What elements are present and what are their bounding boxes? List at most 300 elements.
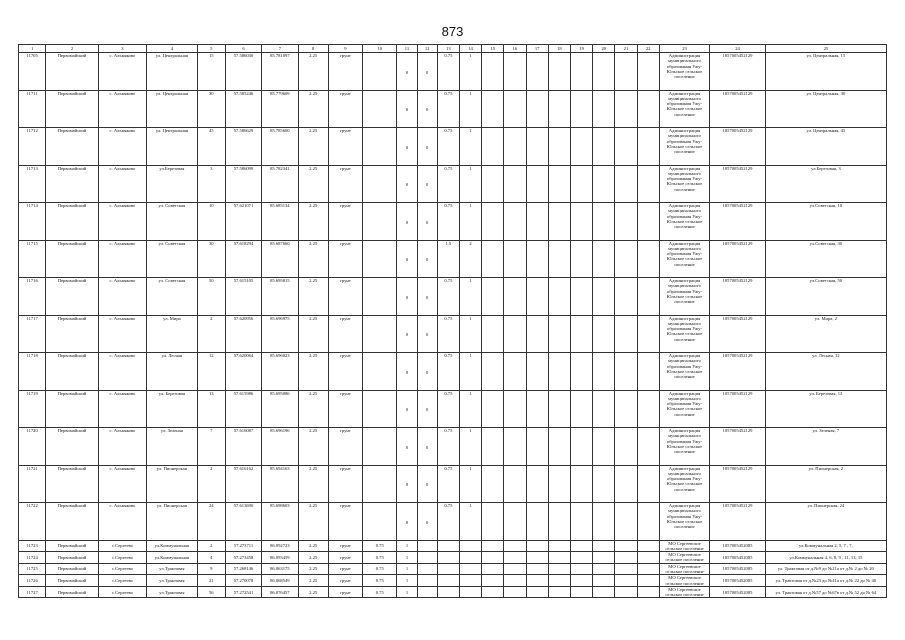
address-cell: ул. Мира, 2 bbox=[765, 315, 886, 353]
column-header: 5 bbox=[197, 45, 225, 53]
address-cell: ул.Советская, 10 bbox=[765, 203, 886, 241]
owner-cell: Администрация муниципального образования Ужу-Юльское сельское поселение bbox=[659, 128, 709, 166]
district-cell: Первомайский bbox=[46, 240, 98, 278]
longitude-cell: 85.695815 bbox=[262, 278, 298, 316]
inn-cell: 1057005452129 bbox=[710, 315, 766, 353]
district-cell: Первомайский bbox=[46, 575, 98, 587]
empty-cell bbox=[570, 390, 592, 428]
column-header: 14 bbox=[459, 45, 481, 53]
row-id-cell: 11715 bbox=[19, 240, 46, 278]
table-row bbox=[19, 278, 887, 316]
value-cell: 0 bbox=[397, 53, 417, 91]
empty-cell bbox=[363, 465, 397, 503]
table-row bbox=[19, 465, 887, 503]
inn-cell: 1057005452129 bbox=[710, 503, 766, 541]
value-cell: 0.75 bbox=[437, 278, 459, 316]
surface-cell: грунт bbox=[328, 203, 362, 241]
latitude-cell: 57.616162 bbox=[225, 465, 261, 503]
street-cell: ул. Центральная bbox=[147, 53, 197, 91]
owner-cell: МО Сергеевское сельское поселение bbox=[659, 540, 709, 552]
empty-cell bbox=[593, 563, 615, 575]
empty-cell bbox=[593, 586, 615, 598]
empty-cell bbox=[548, 240, 570, 278]
house-cell: 30 bbox=[197, 90, 225, 128]
owner-cell: Администрация муниципального образования Ужу-Юльское сельское поселение bbox=[659, 315, 709, 353]
longitude-cell: 85.781097 bbox=[262, 53, 298, 91]
owner-cell: Администрация муниципального образования Ужу-Юльское сельское поселение bbox=[659, 90, 709, 128]
empty-cell bbox=[437, 575, 459, 587]
column-header: 25 bbox=[765, 45, 886, 53]
row-id-cell: 11724 bbox=[19, 552, 46, 564]
value-cell: 0 bbox=[397, 465, 417, 503]
table-row bbox=[19, 428, 887, 466]
empty-cell bbox=[526, 586, 548, 598]
street-cell: ул. Центральная bbox=[147, 128, 197, 166]
row-id-cell: 11712 bbox=[19, 128, 46, 166]
empty-cell bbox=[504, 552, 526, 564]
inn-cell: 1057005452129 bbox=[710, 428, 766, 466]
empty-cell bbox=[637, 575, 659, 587]
area-cell: 2.25 bbox=[298, 575, 328, 587]
empty-cell bbox=[504, 390, 526, 428]
address-cell: ул. Лесная, 12 bbox=[765, 353, 886, 391]
longitude-cell: 85.683134 bbox=[262, 203, 298, 241]
address-cell: ул. Пионерская, 24 bbox=[765, 503, 886, 541]
empty-cell bbox=[548, 128, 570, 166]
latitude-cell: 57.586030 bbox=[225, 53, 261, 91]
empty-cell bbox=[504, 586, 526, 598]
empty-cell bbox=[437, 552, 459, 564]
surface-cell: грунт bbox=[328, 575, 362, 587]
street-cell: ул.Коммунальная bbox=[147, 552, 197, 564]
address-cell: ул. Центральная, 45 bbox=[765, 128, 886, 166]
house-cell: 30 bbox=[197, 240, 225, 278]
row-id-cell: 11721 bbox=[19, 465, 46, 503]
owner-cell: МО Сергеевское сельское поселение bbox=[659, 586, 709, 598]
surface-cell: грунт bbox=[328, 552, 362, 564]
address-cell: ул. Трактовая от д.№9 до №21а от д.№ 2 до № 20 bbox=[765, 563, 886, 575]
value-cell: 0 bbox=[417, 53, 437, 91]
village-cell: с.Сергеево bbox=[98, 552, 146, 564]
empty-cell bbox=[570, 240, 592, 278]
registry-table bbox=[18, 44, 887, 598]
value-cell: 0.75 bbox=[437, 203, 459, 241]
value-cell: 0 bbox=[417, 90, 437, 128]
longitude-cell: 86.063175 bbox=[262, 563, 298, 575]
table-row bbox=[19, 552, 887, 564]
area-cell: 2.25 bbox=[298, 503, 328, 541]
empty-cell bbox=[459, 552, 481, 564]
empty-cell bbox=[482, 428, 504, 466]
empty-cell bbox=[548, 575, 570, 587]
owner-cell: Администрация муниципального образования Ужу-Юльское сельское поселение bbox=[659, 465, 709, 503]
street-cell: ул.Коммунальная bbox=[147, 540, 197, 552]
empty-cell bbox=[615, 586, 637, 598]
house-cell: 45 bbox=[197, 128, 225, 166]
latitude-cell: 57.585246 bbox=[225, 90, 261, 128]
surface-cell: грунт bbox=[328, 503, 362, 541]
empty-cell bbox=[504, 563, 526, 575]
empty-cell bbox=[417, 586, 437, 598]
empty-cell bbox=[615, 503, 637, 541]
empty-cell bbox=[637, 240, 659, 278]
empty-cell bbox=[504, 575, 526, 587]
table-row bbox=[19, 315, 887, 353]
row-id-cell: 11725 bbox=[19, 563, 46, 575]
empty-cell bbox=[637, 353, 659, 391]
empty-cell bbox=[615, 90, 637, 128]
empty-cell bbox=[417, 552, 437, 564]
table-row bbox=[19, 128, 887, 166]
house-cell: 12 bbox=[197, 353, 225, 391]
longitude-cell: 86.093459 bbox=[262, 552, 298, 564]
district-cell: Первомайский bbox=[46, 428, 98, 466]
village-cell: с. Альмяково bbox=[98, 240, 146, 278]
column-header: 6 bbox=[225, 45, 261, 53]
value-cell: 1 bbox=[397, 563, 417, 575]
district-cell: Первомайский bbox=[46, 503, 98, 541]
address-cell: ул.Советская, 50 bbox=[765, 278, 886, 316]
empty-cell bbox=[570, 353, 592, 391]
empty-cell bbox=[593, 552, 615, 564]
empty-cell bbox=[363, 278, 397, 316]
empty-cell bbox=[615, 53, 637, 91]
empty-cell bbox=[637, 428, 659, 466]
column-header: 1 bbox=[19, 45, 46, 53]
page-number: 873 bbox=[441, 24, 464, 39]
address-cell: ул. Трактовая от д.№23 до №41а от д.№ 22 до № 40 bbox=[765, 575, 886, 587]
house-cell: 50 bbox=[197, 278, 225, 316]
longitude-cell: 86.092723 bbox=[262, 540, 298, 552]
value-cell: 1 bbox=[459, 465, 481, 503]
empty-cell bbox=[526, 90, 548, 128]
empty-cell bbox=[570, 563, 592, 575]
empty-cell bbox=[593, 278, 615, 316]
value-cell: 0 bbox=[397, 128, 417, 166]
house-cell: 2 bbox=[197, 465, 225, 503]
area-cell: 2.25 bbox=[298, 128, 328, 166]
longitude-cell: 85.696023 bbox=[262, 353, 298, 391]
empty-cell bbox=[482, 203, 504, 241]
empty-cell bbox=[526, 353, 548, 391]
area-cell: 2.25 bbox=[298, 428, 328, 466]
house-cell: 56 bbox=[197, 586, 225, 598]
empty-cell bbox=[548, 278, 570, 316]
empty-cell bbox=[637, 586, 659, 598]
value-cell: 0.75 bbox=[437, 315, 459, 353]
column-header: 17 bbox=[526, 45, 548, 53]
empty-cell bbox=[526, 503, 548, 541]
empty-cell bbox=[363, 203, 397, 241]
empty-cell bbox=[570, 586, 592, 598]
surface-cell: грунт bbox=[328, 128, 362, 166]
area-cell: 2.25 bbox=[298, 552, 328, 564]
inn-cell: 1057005452129 bbox=[710, 90, 766, 128]
empty-cell bbox=[504, 278, 526, 316]
street-cell: ул. Мира bbox=[147, 315, 197, 353]
area-cell: 2.25 bbox=[298, 278, 328, 316]
empty-cell bbox=[615, 465, 637, 503]
empty-cell bbox=[548, 540, 570, 552]
empty-cell bbox=[593, 465, 615, 503]
value-cell: 0.75 bbox=[437, 53, 459, 91]
street-cell: ул. Пионерская bbox=[147, 503, 197, 541]
empty-cell bbox=[482, 503, 504, 541]
table-row bbox=[19, 586, 887, 598]
house-cell: 9 bbox=[197, 563, 225, 575]
empty-cell bbox=[526, 575, 548, 587]
value-cell: 0 bbox=[417, 390, 437, 428]
village-cell: с. Альмяково bbox=[98, 503, 146, 541]
empty-cell bbox=[615, 428, 637, 466]
longitude-cell: 85.782341 bbox=[262, 165, 298, 203]
house-cell: 15 bbox=[197, 53, 225, 91]
value-cell: 0 bbox=[417, 503, 437, 541]
empty-cell bbox=[548, 203, 570, 241]
empty-cell bbox=[593, 315, 615, 353]
column-header: 12 bbox=[417, 45, 437, 53]
empty-cell bbox=[593, 503, 615, 541]
surface-cell: грунт bbox=[328, 390, 362, 428]
latitude-cell: 57.618294 bbox=[225, 240, 261, 278]
house-cell: 4 bbox=[197, 552, 225, 564]
empty-cell bbox=[615, 240, 637, 278]
empty-cell bbox=[570, 278, 592, 316]
area-cell: 2.25 bbox=[298, 353, 328, 391]
value-cell: 0.75 bbox=[363, 575, 397, 587]
value-cell: 1 bbox=[397, 575, 417, 587]
empty-cell bbox=[526, 165, 548, 203]
empty-cell bbox=[363, 128, 397, 166]
area-cell: 2.25 bbox=[298, 465, 328, 503]
empty-cell bbox=[526, 563, 548, 575]
surface-cell: грунт bbox=[328, 278, 362, 316]
latitude-cell: 57.613690 bbox=[225, 503, 261, 541]
empty-cell bbox=[504, 90, 526, 128]
empty-cell bbox=[526, 390, 548, 428]
value-cell: 1 bbox=[459, 503, 481, 541]
value-cell: 1 bbox=[397, 540, 417, 552]
street-cell: ул.Березовая bbox=[147, 165, 197, 203]
table-row bbox=[19, 203, 887, 241]
value-cell: 0.75 bbox=[437, 90, 459, 128]
village-cell: с.Сергеево bbox=[98, 540, 146, 552]
surface-cell: грунт bbox=[328, 563, 362, 575]
empty-cell bbox=[482, 353, 504, 391]
village-cell: с. Альмяково bbox=[98, 278, 146, 316]
longitude-cell: 85.779609 bbox=[262, 90, 298, 128]
empty-cell bbox=[504, 203, 526, 241]
value-cell: 1 bbox=[459, 165, 481, 203]
row-id-cell: 11722 bbox=[19, 503, 46, 541]
longitude-cell: 86.076457 bbox=[262, 586, 298, 598]
street-cell: ул. Советская bbox=[147, 278, 197, 316]
street-cell: ул.Трактовая bbox=[147, 586, 197, 598]
inn-cell: 1057005452085 bbox=[710, 540, 766, 552]
surface-cell: грунт bbox=[328, 353, 362, 391]
value-cell: 0 bbox=[417, 278, 437, 316]
value-cell: 0 bbox=[397, 315, 417, 353]
owner-cell: Администрация муниципального образования Ужу-Юльское сельское поселение bbox=[659, 428, 709, 466]
empty-cell bbox=[615, 540, 637, 552]
village-cell: с. Альмяково bbox=[98, 128, 146, 166]
house-cell: 13 bbox=[197, 390, 225, 428]
inn-cell: 1057005452129 bbox=[710, 203, 766, 241]
address-cell: ул. Березовая, 13 bbox=[765, 390, 886, 428]
empty-cell bbox=[459, 575, 481, 587]
column-header: 13 bbox=[437, 45, 459, 53]
owner-cell: Администрация муниципального образования Ужу-Юльское сельское поселение bbox=[659, 53, 709, 91]
value-cell: 0.75 bbox=[363, 552, 397, 564]
empty-cell bbox=[570, 53, 592, 91]
district-cell: Первомайский bbox=[46, 586, 98, 598]
empty-cell bbox=[548, 428, 570, 466]
value-cell: 0.75 bbox=[437, 503, 459, 541]
column-header: 3 bbox=[98, 45, 146, 53]
empty-cell bbox=[363, 53, 397, 91]
street-cell: ул. Советская bbox=[147, 240, 197, 278]
empty-cell bbox=[526, 278, 548, 316]
empty-cell bbox=[637, 90, 659, 128]
empty-cell bbox=[593, 353, 615, 391]
value-cell: 1 bbox=[459, 90, 481, 128]
empty-cell bbox=[593, 390, 615, 428]
value-cell: 1 bbox=[459, 315, 481, 353]
table-row bbox=[19, 563, 887, 575]
value-cell: 0.75 bbox=[363, 563, 397, 575]
empty-cell bbox=[570, 575, 592, 587]
empty-cell bbox=[504, 53, 526, 91]
row-id-cell: 11719 bbox=[19, 390, 46, 428]
value-cell: 1 bbox=[459, 278, 481, 316]
surface-cell: грунт bbox=[328, 90, 362, 128]
district-cell: Первомайский bbox=[46, 203, 98, 241]
column-header: 20 bbox=[593, 45, 615, 53]
empty-cell bbox=[615, 552, 637, 564]
street-cell: ул.Трактовая bbox=[147, 563, 197, 575]
district-cell: Первомайский bbox=[46, 128, 98, 166]
village-cell: с.Сергеево bbox=[98, 575, 146, 587]
row-id-cell: 11718 bbox=[19, 353, 46, 391]
empty-cell bbox=[548, 503, 570, 541]
district-cell: Первомайский bbox=[46, 552, 98, 564]
empty-cell bbox=[504, 315, 526, 353]
district-cell: Первомайский bbox=[46, 165, 98, 203]
village-cell: с.Сергеево bbox=[98, 563, 146, 575]
empty-cell bbox=[615, 575, 637, 587]
village-cell: с. Альмяково bbox=[98, 428, 146, 466]
value-cell: 1 bbox=[459, 390, 481, 428]
table-row bbox=[19, 53, 887, 91]
surface-cell: грунт bbox=[328, 586, 362, 598]
latitude-cell: 57.620064 bbox=[225, 353, 261, 391]
area-cell: 2.25 bbox=[298, 53, 328, 91]
empty-cell bbox=[615, 278, 637, 316]
empty-cell bbox=[482, 165, 504, 203]
value-cell: 2 bbox=[459, 240, 481, 278]
column-header: 10 bbox=[363, 45, 397, 53]
value-cell: 0 bbox=[417, 353, 437, 391]
table-row bbox=[19, 390, 887, 428]
latitude-cell: 57.272541 bbox=[225, 586, 261, 598]
inn-cell: 1057005452129 bbox=[710, 165, 766, 203]
empty-cell bbox=[637, 128, 659, 166]
street-cell: ул. Лесная bbox=[147, 353, 197, 391]
latitude-cell: 57.268146 bbox=[225, 563, 261, 575]
empty-cell bbox=[570, 465, 592, 503]
village-cell: с. Альмяково bbox=[98, 90, 146, 128]
village-cell: с. Альмяково bbox=[98, 353, 146, 391]
value-cell: 0.75 bbox=[437, 128, 459, 166]
empty-cell bbox=[593, 240, 615, 278]
value-cell: 0 bbox=[417, 240, 437, 278]
empty-cell bbox=[548, 353, 570, 391]
value-cell: 0.75 bbox=[437, 353, 459, 391]
empty-cell bbox=[482, 563, 504, 575]
empty-cell bbox=[482, 575, 504, 587]
empty-cell bbox=[615, 128, 637, 166]
empty-cell bbox=[548, 586, 570, 598]
latitude-cell: 57.615105 bbox=[225, 278, 261, 316]
latitude-cell: 57.586099 bbox=[225, 165, 261, 203]
empty-cell bbox=[570, 552, 592, 564]
address-cell: ул. Пионерская, 2 bbox=[765, 465, 886, 503]
empty-cell bbox=[363, 240, 397, 278]
empty-cell bbox=[570, 315, 592, 353]
area-cell: 2.25 bbox=[298, 315, 328, 353]
value-cell: 1 bbox=[459, 128, 481, 166]
house-cell: 10 bbox=[197, 203, 225, 241]
inn-cell: 1057005452085 bbox=[710, 552, 766, 564]
empty-cell bbox=[570, 165, 592, 203]
value-cell: 0 bbox=[397, 165, 417, 203]
value-cell: 1.5 bbox=[437, 240, 459, 278]
village-cell: с. Альмяково bbox=[98, 165, 146, 203]
value-cell: 0.75 bbox=[437, 428, 459, 466]
empty-cell bbox=[482, 586, 504, 598]
header-row bbox=[19, 45, 887, 53]
street-cell: ул. Центральная bbox=[147, 90, 197, 128]
empty-cell bbox=[526, 203, 548, 241]
address-cell: ул.Коммунальная 4, 6, 8, 9 , 11, 13, 15 bbox=[765, 552, 886, 564]
latitude-cell: 57.615986 bbox=[225, 390, 261, 428]
latitude-cell: 57.586629 bbox=[225, 128, 261, 166]
longitude-cell: 85.696196 bbox=[262, 428, 298, 466]
value-cell: 0.75 bbox=[363, 540, 397, 552]
empty-cell bbox=[526, 128, 548, 166]
village-cell: с. Альмяково bbox=[98, 203, 146, 241]
empty-cell bbox=[637, 503, 659, 541]
longitude-cell: 86.068549 bbox=[262, 575, 298, 587]
latitude-cell: 57.270078 bbox=[225, 575, 261, 587]
street-cell: ул. Советская bbox=[147, 203, 197, 241]
empty-cell bbox=[482, 390, 504, 428]
empty-cell bbox=[593, 540, 615, 552]
table-row bbox=[19, 165, 887, 203]
empty-cell bbox=[504, 165, 526, 203]
empty-cell bbox=[548, 563, 570, 575]
house-cell: 7 bbox=[197, 428, 225, 466]
village-cell: с. Альмяково bbox=[98, 315, 146, 353]
empty-cell bbox=[637, 203, 659, 241]
surface-cell: грунт bbox=[328, 240, 362, 278]
empty-cell bbox=[482, 278, 504, 316]
village-cell: с. Альмяково bbox=[98, 465, 146, 503]
street-cell: ул. Пионерская bbox=[147, 465, 197, 503]
latitude-cell: 57.273711 bbox=[225, 540, 261, 552]
district-cell: Первомайский bbox=[46, 53, 98, 91]
street-cell: ул. Зеленая bbox=[147, 428, 197, 466]
